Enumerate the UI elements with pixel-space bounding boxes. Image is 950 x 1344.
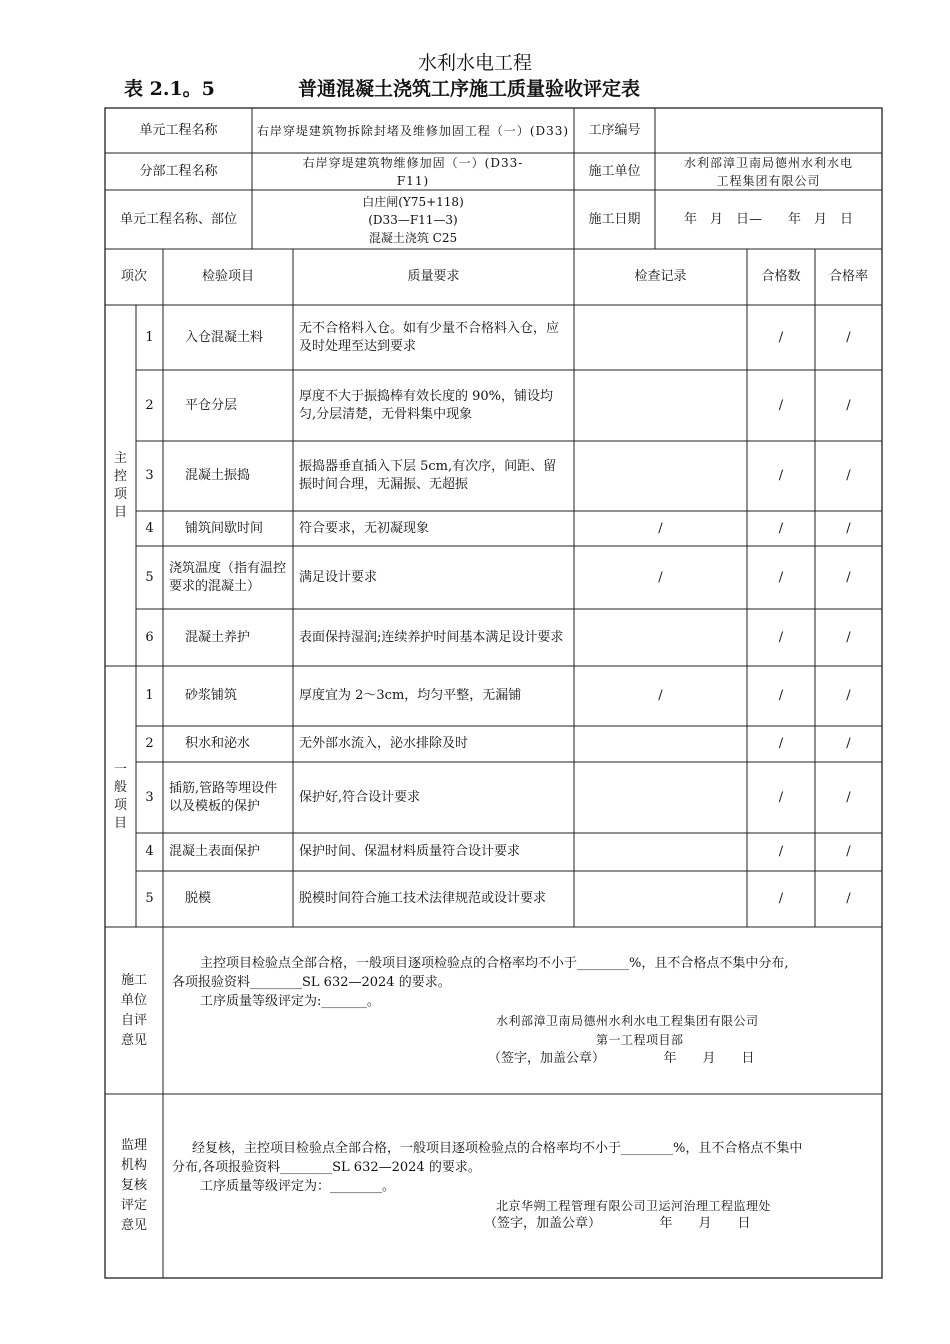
pass-rate: /	[846, 891, 851, 906]
item-no: 5	[145, 569, 154, 585]
self-eval-sign: （签字，加盖公章） 年 月 日	[488, 1051, 755, 1066]
supervisor-eval-org: 北京华朔工程管理有限公司卫运河治理工程监理处	[496, 1199, 772, 1213]
check-item-name: 混凝土养护	[185, 629, 251, 645]
check-record	[574, 726, 747, 762]
self-eval-org: 水利部漳卫南局德州水利水电工程集团有限公司	[496, 1014, 759, 1028]
main-items-group-label: 主控项目	[113, 450, 127, 520]
pass-count: /	[778, 629, 784, 645]
quality-requirement: 保护时间、保温材料质量符合设计要求	[299, 844, 521, 859]
pass-rate: /	[846, 329, 851, 345]
check-item-name: 混凝土振捣	[185, 468, 251, 483]
col-header-pass-count: 合格数	[761, 269, 801, 284]
sub-project-label: 分部工程名称	[139, 163, 218, 179]
supervisor-eval-text-line2: 分布,各项报验资料________SL 632—2024 的要求。	[172, 1160, 481, 1175]
check-record	[574, 305, 747, 370]
check-record	[574, 609, 747, 666]
item-no: 1	[145, 329, 154, 345]
pass-rate: /	[846, 688, 851, 703]
check-item-name: 插筋,管路等埋设件以及模板的保护	[169, 780, 278, 814]
contractor-label: 施工单位	[588, 163, 641, 179]
unit-name-value: 右岸穿堤建筑物拆除封堵及维修加固工程（一）(D33)	[256, 123, 570, 138]
check-item-name: 积水和泌水	[185, 736, 251, 751]
pass-rate: /	[846, 397, 851, 413]
check-item-name: 砂浆铺筑	[185, 688, 238, 703]
pass-count: /	[778, 569, 784, 585]
quality-requirement: 脱模时间符合施工技术法律规范或设计要求	[299, 891, 547, 906]
check-item-name: 入仓混凝土料	[185, 329, 264, 345]
check-record	[574, 871, 747, 927]
check-item-name: 混凝土表面保护	[169, 844, 261, 859]
check-item-name: 平仓分层	[185, 397, 238, 413]
unit-position-label: 单元工程名称、部位	[119, 211, 237, 227]
process-no-value	[655, 108, 882, 153]
supervisor-eval-text-line3: 工序质量等级评定为：________。	[200, 1179, 396, 1194]
item-no: 6	[145, 629, 154, 645]
pass-rate: /	[846, 520, 851, 536]
general-items-group-label: 一般项目	[113, 761, 127, 831]
check-item-name: 浇筑温度（指有温控要求的混凝土）	[169, 560, 287, 594]
construction-date-label: 施工日期	[588, 211, 641, 227]
pass-count: /	[778, 397, 784, 413]
quality-requirement: 厚度不大于振捣棒有效长度的 90%，铺设均匀,分层清楚，无骨料集中现象	[299, 388, 554, 422]
item-no: 3	[145, 789, 154, 805]
quality-requirement: 振捣器垂直插入下层 5cm,有次序，间距、留振时间合理，无漏振、无超振	[299, 459, 557, 492]
check-record: /	[658, 688, 663, 703]
check-item-name: 铺筑间歇时间	[185, 520, 264, 536]
self-eval-label: 施工单位自评意见	[120, 972, 147, 1048]
unit-position-line: (D33—F11—3)	[368, 212, 458, 227]
pass-rate: /	[846, 468, 851, 483]
item-no: 2	[145, 736, 154, 751]
pass-count: /	[778, 844, 784, 859]
item-no: 4	[145, 844, 154, 859]
item-no: 3	[145, 468, 154, 483]
construction-date-value: 年 月 日— 年 月 日	[683, 211, 853, 227]
pass-rate: /	[846, 844, 851, 859]
pass-rate: /	[846, 736, 851, 751]
pass-count: /	[778, 468, 784, 483]
pass-rate: /	[846, 629, 851, 645]
check-item-name: 脱模	[185, 891, 212, 906]
col-header-check-item: 检验项目	[201, 269, 254, 284]
quality-requirement: 表面保持湿润;连续养护时间基本满足设计要求	[299, 629, 564, 645]
col-header-record: 检查记录	[634, 269, 687, 284]
unit-position-line: 混凝土浇筑 C25	[368, 230, 458, 245]
supervisor-eval-text-line1: 经复核，主控项目检验点全部合格，一般项目逐项检验点的合格率均不小于________%，且不合格点不集中	[192, 1141, 803, 1156]
process-no-label: 工序编号	[588, 122, 641, 138]
item-no: 5	[145, 891, 154, 906]
form-title: 普通混凝土浇筑工序施工质量验收评定表	[298, 78, 641, 100]
item-no: 2	[145, 397, 154, 413]
unit-position-line: 白庄闸(Y75+118)	[362, 194, 464, 209]
col-header-item: 项次	[120, 269, 147, 284]
sub-project-value: 右岸穿堤建筑物维修加固（一）(D33-F11)	[302, 155, 524, 188]
col-header-pass-rate: 合格率	[828, 269, 868, 284]
pass-rate: /	[846, 569, 851, 585]
contractor-value: 水利部漳卫南局德州水利水电工程集团有限公司	[683, 155, 853, 188]
table-number: 表 2.1。5	[124, 78, 215, 100]
pass-count: /	[778, 688, 784, 703]
check-record	[574, 370, 747, 441]
pass-rate: /	[846, 789, 851, 805]
item-no: 4	[145, 520, 154, 536]
item-no: 1	[145, 688, 154, 703]
self-eval-dept: 第一工程项目部	[596, 1033, 684, 1047]
check-record: /	[658, 520, 663, 536]
unit-position-value	[252, 190, 574, 249]
check-record: /	[658, 569, 663, 585]
col-header-requirement: 质量要求	[407, 269, 460, 284]
pass-count: /	[778, 520, 784, 536]
quality-requirement: 满足设计要求	[299, 569, 378, 585]
check-record	[574, 441, 747, 511]
self-eval-text-line2: 各项报验资料________SL 632—2024 的要求。	[172, 975, 451, 990]
pass-count: /	[778, 736, 784, 751]
unit-name-label: 单元工程名称	[139, 122, 218, 138]
quality-requirement: 厚度宜为 2～3cm，均匀平整，无漏铺	[299, 688, 522, 703]
check-record	[574, 762, 747, 833]
quality-requirement: 无不合格料入仓。如有少量不合格料入仓，应及时处理至达到要求	[299, 320, 560, 354]
document-org-title: 水利水电工程	[417, 52, 532, 74]
self-eval-text-line1: 主控项目检验点全部合格，一般项目逐项检验点的合格率均不小于________%，且不合格点不集中分布,	[200, 956, 789, 971]
check-record	[574, 833, 747, 871]
quality-requirement: 无外部水流入，泌水排除及时	[299, 736, 469, 751]
supervisor-eval-label: 监理机构复核评定意见	[120, 1138, 147, 1233]
supervisor-eval-sign: （签字，加盖公章） 年 月 日	[484, 1216, 751, 1231]
pass-count: /	[778, 891, 784, 906]
pass-count: /	[778, 329, 784, 345]
quality-requirement: 保护好,符合设计要求	[299, 789, 421, 805]
quality-requirement: 符合要求，无初凝现象	[299, 520, 430, 536]
self-eval-text-line3: 工序质量等级评定为:_______。	[200, 994, 380, 1009]
pass-count: /	[778, 789, 784, 805]
